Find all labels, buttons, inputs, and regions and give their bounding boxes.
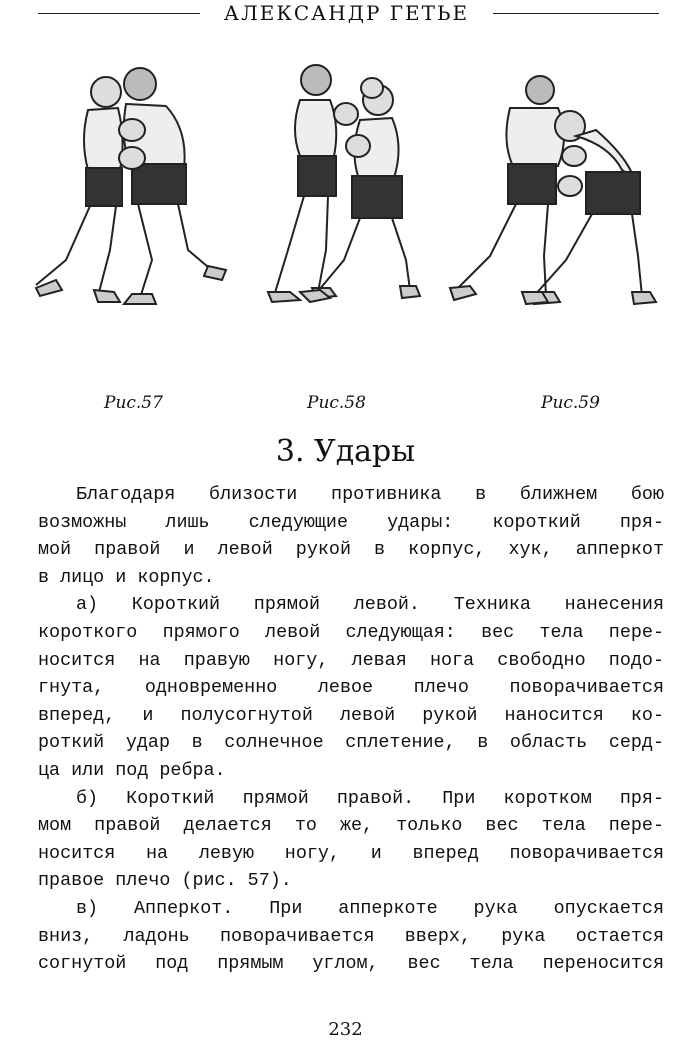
text-line: короткого прямого левой следующая: вес тела пере- [38,621,664,643]
figure-caption-59: Рис.59 [541,393,600,413]
boxers-clinch-illustration-57 [28,60,238,310]
figure-caption-57: Рис.57 [104,393,163,413]
text-line: правое плечо (рис. 57). [38,870,292,892]
text-line: б) Короткий прямой правой. При коротком пря- [76,787,664,809]
text-line: гнута, одновременно левое плечо поворачивается [38,677,664,699]
text-line: мой правой и левой рукой в корпус, хук, апперкот [38,539,664,561]
running-header [0,0,691,30]
text-line: а) Короткий прямой левой. Техника нанесения [76,594,664,616]
header-rule-left [38,13,200,14]
boxers-clinch-illustration-59 [446,60,666,310]
body-text [38,481,664,978]
text-line: роткий удар в солнечное сплетение, в область серд- [38,732,664,754]
text-line: ца или под ребра. [38,759,226,781]
text-line: согнутой под прямым углом, вес тела переносится [38,953,664,975]
text-line: в) Апперкот. При апперкоте рука опускается [76,897,664,919]
figure-58 [260,60,430,310]
text-line: носится на левую ногу, и вперед поворачивается [38,842,664,864]
figure-row [0,60,691,413]
header-rule-right [493,13,659,14]
text-line: мом правой делается то же, только вес тела пере- [38,815,664,837]
text-line: носится на правую ногу, левая нога свободно подо- [38,649,664,671]
text-line: Благодаря близости противника в ближнем бою [76,484,664,505]
text-line: вперед, и полусогнутой левой рукой наносится ко- [38,704,664,726]
text-line: вниз, ладонь поворачивается вверх, рука остается [38,925,664,947]
page-number: 232 [328,1019,363,1040]
figure-57 [28,60,238,310]
figure-59 [446,60,666,310]
figure-caption-58: Рис.58 [307,393,366,413]
section-title: 3. Удары [275,434,416,469]
text-line: в лицо и корпус. [38,566,215,588]
boxers-clinch-illustration-58 [260,60,430,310]
text-line: возможны лишь следующие удары: короткий пря- [38,511,664,533]
running-title: АЛЕКСАНДР ГЕТЬЕ [223,1,470,25]
